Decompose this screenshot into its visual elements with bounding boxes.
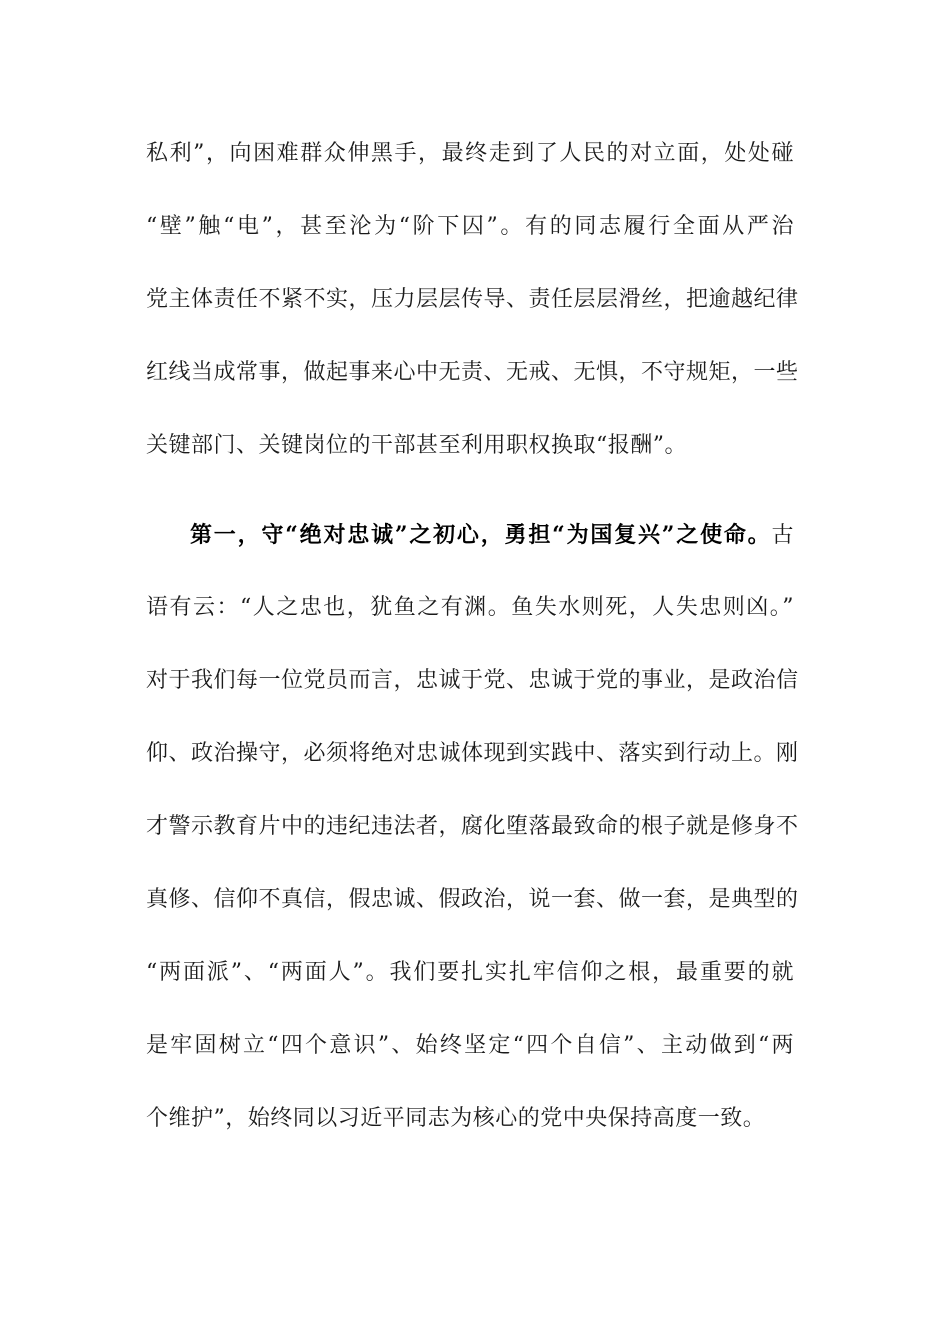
text-line: 是牢固树立“四个意识”、始终坚定“四个自信”、主动做到“两: [146, 1033, 794, 1058]
text-line: 关键部门、关键岗位的干部甚至利用职权换取“报酬”。: [146, 433, 687, 458]
text-line: 仰、政治操守，必须将绝对忠诚体现到实践中、落实到行动上。刚: [146, 741, 799, 766]
section-heading: 第一，守“绝对忠诚”之初心，勇担“为国复兴”之使命。: [190, 522, 772, 548]
text-line: “两面派”、“两面人”。我们要扎实扎牢信仰之根，最重要的就: [146, 960, 794, 985]
text-line: 红线当成常事，做起事来心中无责、无戒、无惧，不守规矩，一些: [146, 360, 799, 385]
text-line: 对于我们每一位党员而言，忠诚于党、忠诚于党的事业，是政治信: [146, 668, 799, 693]
paragraph-first-line: [190, 515, 794, 555]
text-line: 语有云：“人之忠也，犹鱼之有渊。鱼失水则死，人失忠则凶。”: [146, 595, 794, 620]
text-line: 私利”，向困难群众伸黑手，最终走到了人民的对立面，处处碰: [146, 141, 794, 166]
text-line: 才警示教育片中的违纪违法者，腐化堕落最致命的根子就是修身不: [146, 814, 799, 839]
text-line: “壁”触“电”，甚至沦为“阶下囚”。有的同志履行全面从严治: [146, 214, 794, 239]
text-line: 个维护”，始终同以习近平同志为核心的党中央保持高度一致。: [146, 1106, 766, 1131]
text-line: 真修、信仰不真信，假忠诚、假政治，说一套、做一套，是典型的: [146, 887, 799, 912]
text-line: 党主体责任不紧不实，压力层层传导、责任层层滑丝，把逾越纪律: [146, 287, 799, 312]
text-run: 古: [771, 523, 794, 548]
